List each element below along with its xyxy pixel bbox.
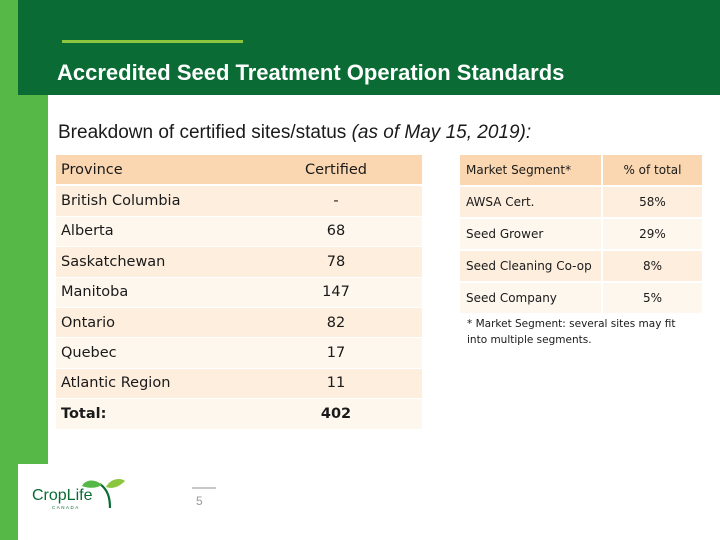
segment-cell: Seed Grower <box>460 218 602 250</box>
certified-cell: 147 <box>250 277 422 307</box>
column-header-percent: % of total <box>602 155 702 186</box>
footnote: * Market Segment: several sites may fit into multiple segments. <box>467 318 676 346</box>
province-cell: Quebec <box>56 338 250 368</box>
leaf-right-icon <box>106 479 125 488</box>
subtitle-date: (as of May 15, 2019): <box>351 122 532 143</box>
subtitle-main: Breakdown of certified sites/status <box>58 122 352 143</box>
percent-cell: 8% <box>602 250 702 282</box>
percent-cell: 58% <box>602 186 702 218</box>
province-cell: Saskatchewan <box>56 247 250 277</box>
table-row <box>460 186 702 218</box>
certified-cell: 68 <box>250 216 422 246</box>
slide-title: Accredited Seed Treatment Operation Standards <box>57 60 565 85</box>
total-row <box>56 399 422 429</box>
page-number: 5 <box>196 494 203 508</box>
certified-cell: 17 <box>250 338 422 368</box>
table-row <box>56 247 422 277</box>
table-row <box>56 338 422 368</box>
logo-wordmark: CropLife <box>32 487 93 504</box>
column-header-province: Province <box>56 155 250 185</box>
percent-cell: 29% <box>602 218 702 250</box>
logo-subtext: CANADA <box>52 505 80 510</box>
province-cell: British Columbia <box>56 185 250 216</box>
segment-cell: AWSA Cert. <box>460 186 602 218</box>
segment-cell: Seed Company <box>460 282 602 314</box>
column-header-segment: Market Segment* <box>460 155 602 186</box>
table-row <box>460 218 702 250</box>
table-row <box>56 216 422 246</box>
table-row <box>460 282 702 314</box>
market-segment-table <box>460 155 702 315</box>
certified-cell: - <box>250 185 422 216</box>
table-header-row <box>460 155 702 186</box>
table-row <box>56 185 422 216</box>
province-cell: Ontario <box>56 307 250 337</box>
slide-subtitle <box>58 122 531 144</box>
table-row <box>460 250 702 282</box>
certified-cell: 11 <box>250 368 422 398</box>
table-row <box>56 307 422 337</box>
column-header-certified: Certified <box>250 155 422 185</box>
title-rule <box>62 40 243 43</box>
province-cell: Atlantic Region <box>56 368 250 398</box>
table-row <box>56 368 422 398</box>
page-number-rule <box>192 487 216 489</box>
total-label: Total: <box>56 399 250 429</box>
croplife-logo <box>30 476 130 512</box>
province-cell: Manitoba <box>56 277 250 307</box>
certified-sites-table <box>56 155 422 430</box>
table-header-row <box>56 155 422 185</box>
table-row <box>56 277 422 307</box>
total-value: 402 <box>250 399 422 429</box>
certified-cell: 78 <box>250 247 422 277</box>
segment-cell: Seed Cleaning Co-op <box>460 250 602 282</box>
percent-cell: 5% <box>602 282 702 314</box>
certified-cell: 82 <box>250 307 422 337</box>
province-cell: Alberta <box>56 216 250 246</box>
